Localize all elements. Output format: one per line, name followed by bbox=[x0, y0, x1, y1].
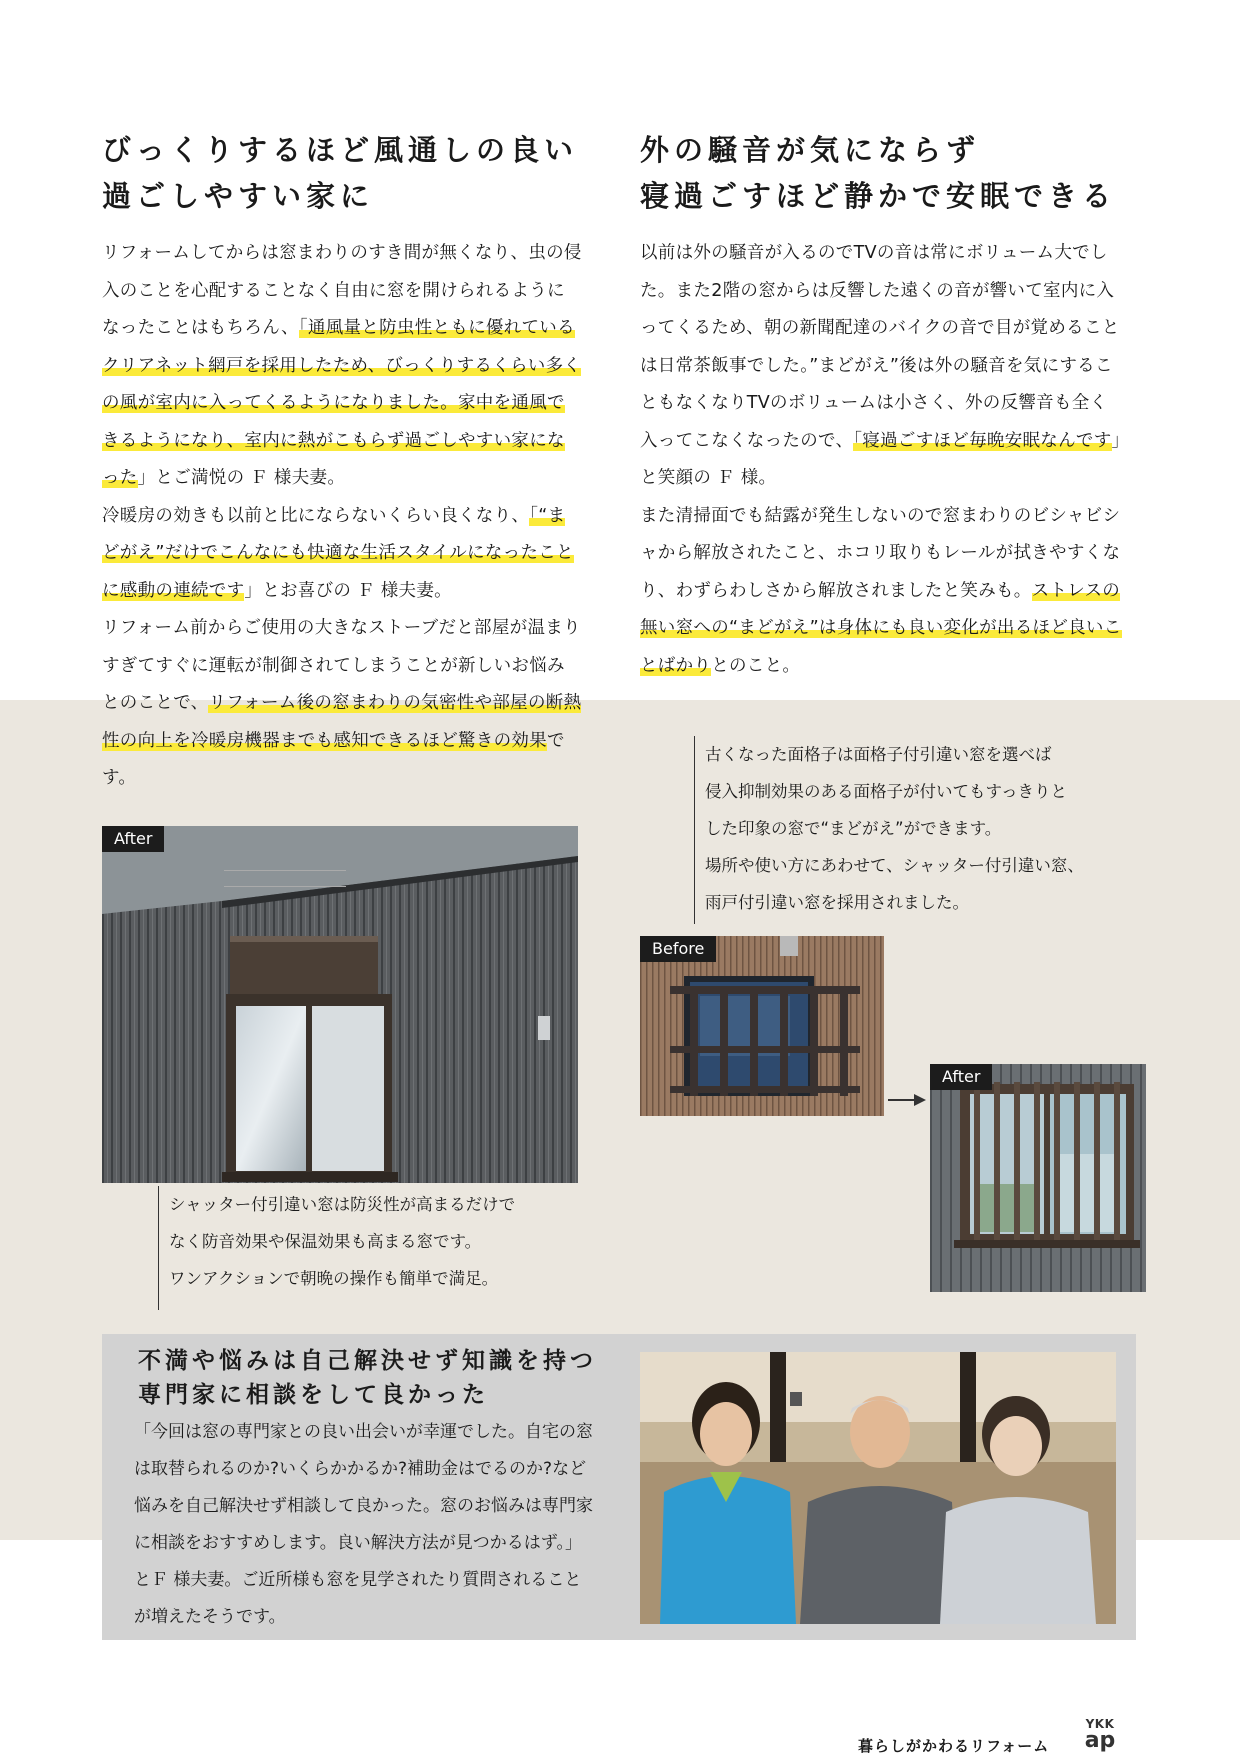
grille-caption-line-2: 侵入抑制効果のある面格子が付いてもすっきりと bbox=[705, 782, 1068, 801]
grille-caption bbox=[694, 736, 1144, 924]
before-label: Before bbox=[640, 936, 716, 962]
shutter-caption bbox=[158, 1186, 578, 1310]
consultation-heading bbox=[138, 1344, 597, 1412]
left-paragraph-2 bbox=[102, 498, 582, 611]
shutter-caption-line-1: シャッター付引違い窓は防災性が高まるだけで bbox=[169, 1195, 516, 1214]
left-body bbox=[102, 235, 582, 798]
grille-caption-line-1: 古くなった面格子は面格子付引違い窓を選べば bbox=[705, 745, 1052, 764]
logo-ap: ap bbox=[1084, 1728, 1116, 1753]
left-heading-line-1: びっくりするほど風通しの良い bbox=[102, 133, 579, 167]
left-p3-tail: です。 bbox=[102, 730, 565, 788]
right-p1-text: 以前は外の騒音が入るのでTVの音は常にボリューム大でした。また2階の窓からは反響した遠くの音が響いて室内に入ってくるため、朝の新聞配達のバイクの音で目が覚めることは日常茶飯事でした。”まどがえ”後は外の騒音を気にすることもなくなりTVのボリュームは小さく、外の反響音も全く入ってこなくなったので、 bbox=[640, 243, 1120, 451]
grille-caption-line-4: 場所や使い方にあわせて、シャッター付引違い窓、 bbox=[705, 856, 1084, 875]
footer-tagline: 暮らしがかわるリフォーム bbox=[858, 1737, 1050, 1754]
left-paragraph-3 bbox=[102, 610, 582, 798]
right-column bbox=[640, 127, 1122, 685]
ykk-ap-logo bbox=[1080, 1718, 1120, 1752]
left-heading-line-2: 過ごしやすい家に bbox=[102, 179, 375, 213]
left-p1-highlight: 「通風量と防虫性ともに優れているクリアネット網戸を採用したため、びっくりするくらい多くの風が室内に入ってくるようになりました。家中を通風できるようになり、室内に熱がこもらず過ごしやすい家になった bbox=[102, 318, 582, 488]
left-p2-tail: 」とお喜びの Ｆ 様夫妻。 bbox=[244, 580, 452, 601]
right-p2-text: また清掃面でも結露が発生しないので窓まわりのビシャビシャから解放されたこと、ホコリ取りもレールが拭きやすくなり、わずらわしさから解放されましたと笑みも。 bbox=[640, 505, 1121, 601]
shutter-caption-line-3: ワンアクションで朝晩の操作も簡単で満足。 bbox=[169, 1269, 499, 1288]
after-label-1: After bbox=[102, 826, 164, 852]
consultation-body: 「今回は窓の専門家との良い出会いが幸運でした。自宅の窓は取替られるのか?いくらかかるか?補助金はでるのか?など悩みを自己解決せず相談して良かった。窓のお悩みは専門家に相談をおすすめします。良い解決方法が見つかるはず。」とＦ 様夫妻。ご近所様も窓を見学されたり質問されることが増えたそうです。 bbox=[134, 1422, 593, 1627]
left-p2-highlight: 「“まどがえ”だけでこんなにも快適な生活スタイルになったことに感動の連続です bbox=[102, 505, 574, 601]
family-image bbox=[640, 1352, 1116, 1624]
left-paragraph-1 bbox=[102, 235, 582, 498]
shutter-window-image bbox=[102, 826, 578, 1183]
shutter-window-photo bbox=[102, 826, 578, 1183]
grille-caption-line-3: した印象の窓で“まどがえ”ができます。 bbox=[705, 819, 1002, 838]
right-paragraph-1 bbox=[640, 235, 1122, 498]
left-p1-tail: 」とご満悦の Ｆ 様夫妻。 bbox=[137, 468, 346, 488]
arrow-right-icon bbox=[888, 1094, 926, 1106]
consultation-heading-line-1: 不満や悩みは自己解決せず知識を持つ bbox=[138, 1348, 597, 1374]
right-p2-tail: とのこと。 bbox=[711, 655, 801, 676]
consultation-heading-line-2: 専門家に相談をして良かった bbox=[138, 1382, 489, 1408]
right-body bbox=[640, 235, 1122, 685]
shutter-caption-line-2: なく防音効果や保温効果も高まる窓です。 bbox=[169, 1232, 482, 1251]
after-grille-photo bbox=[930, 1064, 1146, 1292]
after-label-2: After bbox=[930, 1064, 992, 1090]
left-heading bbox=[102, 127, 582, 219]
right-p2-highlight: ストレスの無い窓への“まどがえ”は身体にも良い変化が出るほど良いことばかり bbox=[640, 580, 1122, 676]
right-p1-highlight: 「寝過ごすほど毎晩安眠なんです bbox=[853, 430, 1112, 451]
after-grille-image bbox=[930, 1064, 1146, 1292]
grille-caption-line-5: 雨戸付引違い窓を採用されました。 bbox=[705, 893, 969, 912]
right-p1-tail: 」と笑顔の Ｆ 様。 bbox=[640, 430, 1121, 488]
right-heading-line-2: 寝過ごすほど静かで安眠できる bbox=[640, 179, 1117, 213]
left-column bbox=[102, 127, 582, 798]
left-p1-text: リフォームしてからは窓まわりのすき間が無くなり、虫の侵入のことを心配することなく自由に窓を開けられるようになったことはもちろん、 bbox=[102, 243, 582, 338]
right-paragraph-2 bbox=[640, 498, 1122, 686]
before-grille-photo bbox=[640, 936, 884, 1116]
left-p3-text: リフォーム前からご使用の大きなストーブだと部屋が温まりすぎてすぐに運転が制御されてしまうことが新しいお悩みとのことで、 bbox=[102, 618, 581, 713]
family-photo bbox=[640, 1352, 1116, 1624]
left-p2-text: 冷暖房の効きも以前と比にならないくらい良くなり、 bbox=[102, 505, 530, 526]
logo-ykk: YKK bbox=[1085, 1717, 1115, 1731]
right-heading-line-1: 外の騒音が気にならず bbox=[640, 133, 981, 167]
right-heading bbox=[640, 127, 1122, 219]
left-p3-highlight: リフォーム後の窓まわりの気密性や部屋の断熱性の向上を冷暖房機器までも感知できるほど驚きの効果 bbox=[102, 693, 582, 751]
before-grille-image bbox=[640, 936, 884, 1116]
